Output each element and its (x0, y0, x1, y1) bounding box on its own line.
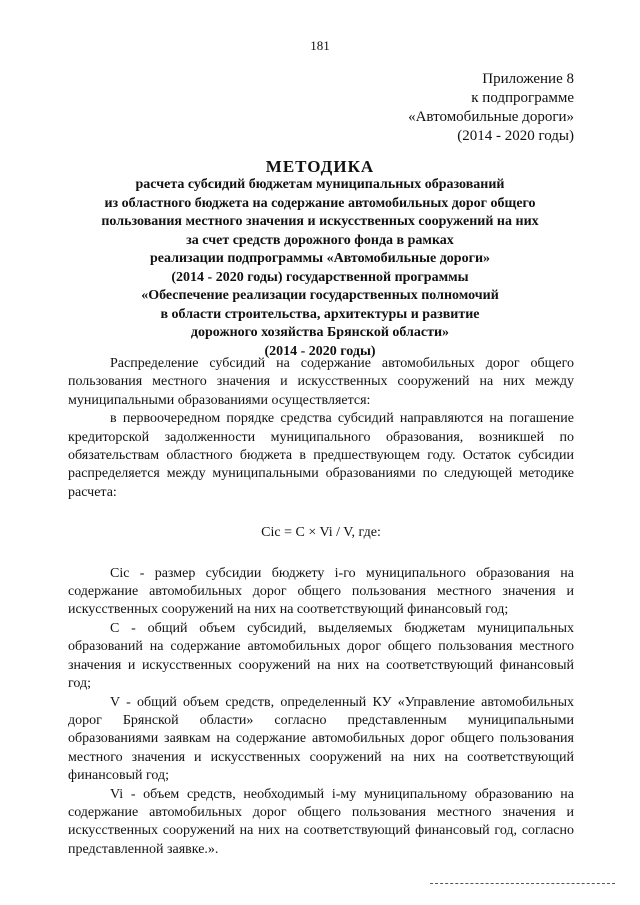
formula: Cic = C × Vi / V, где: (261, 525, 381, 541)
document-title (60, 157, 580, 361)
appendix-line: (2014 - 2020 годы) (457, 128, 574, 144)
title-line: пользования местного значения и искусственных сооружений на них (101, 214, 539, 229)
appendix-line: к подпрограмме (471, 90, 574, 106)
paragraph: Распределение субсидий на содержание автомобильных дорог общего пользования местного значения и искусственных сооружений на них между муниципальными образованиями осуществляется: (68, 356, 574, 408)
appendix-line: «Автомобильные дороги» (408, 109, 574, 125)
title-line: в области строительства, архитектуры и развитие (160, 306, 480, 322)
title-line: за счет средств дорожного фонда в рамках (186, 232, 454, 248)
title-line: дорожного хозяйства Брянской области» (190, 325, 450, 340)
title-line: (2014 - 2020 годы) государственной программы (171, 269, 469, 285)
appendix-line: Приложение 8 (482, 71, 574, 87)
footer-divider (430, 883, 615, 884)
paragraph: в первоочередном порядке средства субсидий направляются на погашение кредиторской задолженности муниципального образования, возникшей по обязательствам областного бюджета в предшествующем году. Остаток субсидии распределяется между муниципальными образованиями по следующей методике расчета: (68, 411, 574, 500)
title-line: из областного бюджета на содержание автомобильных дорог общего (104, 195, 536, 211)
title-line: «Обеспечение реализации государственных полномочий (141, 288, 499, 303)
page-number: 181 (310, 38, 330, 53)
paragraph: V - общий объем средств, определенный КУ «Управление автомобильных дорог Брянской области» согласно представленным муниципальными образованиями заявкам на содержание автомобильных дорог общего пользования местного значения и искусственных сооружений на них на соответствующий финансовый год; (68, 694, 574, 784)
appendix-header (408, 70, 574, 146)
document-body (68, 355, 574, 859)
paragraph: С - общий объем субсидий, выделяемых бюджетам муниципальных образований на содержание автомобильных дорог общего пользования местного значения и искусственных сооружений на них на соответствующий финансовый год; (68, 620, 574, 692)
paragraph: Cic - размер субсидии бюджету i-го муниципального образования на содержание автомобильных дорог общего пользования местного значения и искусственных сооружений на них на соответствующий финансовый год; (68, 565, 574, 618)
title-line: (2014 - 2020 годы) (264, 343, 376, 359)
title-main: МЕТОДИКА (265, 157, 375, 176)
paragraph: Vi - объем средств, необходимый i-му муниципальному образованию на содержание автомобильных дорог общего пользования местного значения и искусственных сооружений на них на соответствующий финансовый год, согласно представленной заявке.». (68, 786, 574, 857)
title-line: реализации подпрограммы «Автомобильные дороги» (149, 251, 491, 266)
title-line: расчета субсидий бюджетам муниципальных образований (135, 177, 505, 192)
